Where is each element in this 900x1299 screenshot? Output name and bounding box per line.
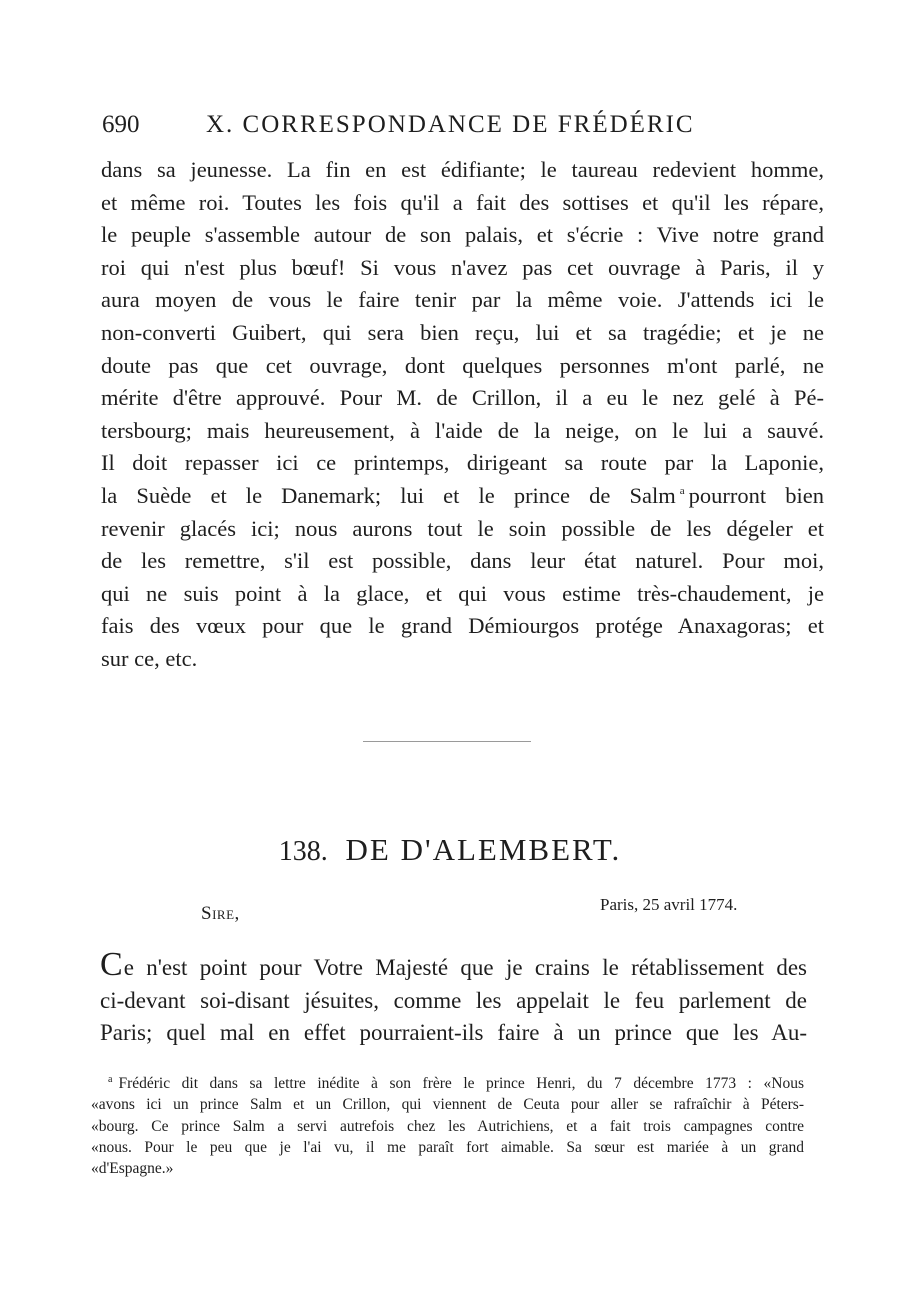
text-line: qui ne suis point à la glace, et qui vous estime très-chaudement, je: [101, 580, 824, 606]
text-segment: Frédéric dit dans sa lettre inédite à son frère le prince Henri, du 7 décembre 1773 : «Nous: [118, 1075, 804, 1092]
letter-salutation: Sire,: [201, 903, 240, 924]
text-line: mérite d'être approuvé. Pour M. de Crillon, il a eu le nez gelé à Pé-: [101, 385, 824, 411]
letter-number: 138.: [278, 836, 328, 867]
continued-letter-text: [101, 154, 824, 676]
footnote-line: [91, 1073, 804, 1094]
drop-cap: C: [100, 946, 123, 983]
letter-body: [100, 946, 807, 1050]
footnote-reference[interactable]: a: [679, 484, 685, 497]
text-line-with-drop-cap: [100, 946, 807, 985]
text-line: dans sa jeunesse. La fin en est édifiante; le taureau redevient homme,: [101, 157, 824, 182]
text-line: sur ce, etc.: [101, 645, 198, 671]
text-line: revenir glacés ici; nous aurons tout le soin possible de les dégeler et: [101, 515, 824, 541]
text-segment: la Suède et le Danemark; lui et le prince de Salm: [101, 482, 676, 508]
letter-heading: [0, 832, 900, 868]
footnote-line: «bourg. Ce prince Salm a servi autrefois chez les Autrichiens, et a fait trois campagnes contre: [91, 1117, 804, 1135]
text-segment: e n'est point pour Votre Majesté que je crains le rétablissement des: [123, 955, 807, 980]
footnote-line: «nous. Pour le peu que je l'ai vu, il me paraît fort aimable. Sa sœur est mariée à un grand: [91, 1138, 804, 1156]
text-line: Il doit repasser ici ce printemps, dirigeant sa route par la Laponie,: [101, 450, 824, 476]
text-line: de les remettre, s'il est possible, dans leur état naturel. Pour moi,: [101, 548, 824, 574]
text-line: et même roi. Toutes les fois qu'il a fait des sottises et qu'il les répare,: [101, 189, 824, 215]
text-line: doute pas que cet ouvrage, dont quelques personnes m'ont parlé, ne: [101, 352, 824, 378]
section-separator-rule: [363, 741, 531, 742]
letter-title: DE D'ALEMBERT.: [345, 832, 622, 867]
footnote-mark: a: [108, 1074, 113, 1085]
text-line-with-note-ref: [101, 480, 824, 513]
footnote: [91, 1073, 804, 1179]
text-line: aura moyen de vous le faire tenir par la même voie. J'attends ici le: [101, 287, 824, 313]
running-head-title: X. CORRESPONDANCE DE FRÉDÉRIC: [206, 111, 695, 138]
letter-dateline: Paris, 25 avril 1774.: [600, 895, 738, 914]
footnote-line: «d'Espagne.»: [91, 1160, 174, 1178]
text-line: tersbourg; mais heureusement, à l'aide de la neige, on le lui a sauvé.: [101, 417, 824, 443]
text-line: Paris; quel mal en effet pourraient-ils faire à un prince que les Au-: [100, 1020, 807, 1045]
text-line: le peuple s'assemble autour de son palais, et s'écrie : Vive notre grand: [101, 222, 824, 248]
text-line: fais des vœux pour que le grand Démiourgos protége Anaxagoras; et: [101, 613, 824, 639]
footnote-line: «avons ici un prince Salm et un Crillon, qui viennent de Ceuta pour aller se rafraîchir à Péters-: [91, 1096, 804, 1114]
page-number: 690: [102, 111, 140, 138]
text-line: ci-devant soi-disant jésuites, comme les appelait le feu parlement de: [100, 987, 807, 1013]
text-segment: pourront bien: [688, 482, 824, 508]
text-line: roi qui n'est plus bœuf! Si vous n'avez pas cet ouvrage à Paris, il y: [101, 254, 824, 280]
text-line: non-converti Guibert, qui sera bien reçu, lui et sa tragédie; et je ne: [101, 319, 824, 345]
running-head: [102, 111, 822, 143]
